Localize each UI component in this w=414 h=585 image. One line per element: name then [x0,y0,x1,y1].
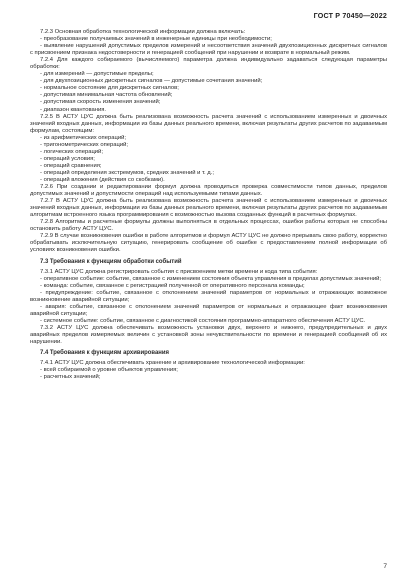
paragraph: - системное событие: событие, связанное с диагностикой состояния программно-аппаратного обеспечения АСТУ ЦУС. [40,317,366,324]
paragraph: - оперативное событие: событие, связанное с изменением состояния объекта управления в пределах допустимых значений; [40,275,382,282]
paragraph: 7.2.3 Основная обработка технологической информации должна включать: [40,29,246,35]
paragraph: - операций условия; [40,155,95,162]
paragraph: - всей собираемой о уровне объектов управления; [40,367,178,374]
section-heading: 7.3 Требования к функциям обработки событий [40,258,182,265]
paragraph: - операций сравнения; [40,162,102,169]
paragraph: 7.2.9 В случае возникновения ошибки в работе алгоритмов и формул АСТУ ЦУС не должно прерывать свою работу, корректно обрабатывать исключительную ситуацию, генерировать сообщение об ошибке с предоставлением полной информации об условиях возникновения ошибки. [30,233,387,254]
paragraph: - допустимая минимальная частота обновлений; [40,92,173,99]
paragraph: 7.2.5 В АСТУ ЦУС должна быть реализована возможность расчета значений с использованием измеренных и двоичных значений входных данных, информации из базы данных реального времени, включая результаты других расчетов по задаваемым формулам, состоящим: [30,113,387,134]
section-heading: 7.4 Требования к функциям архивирования [40,350,170,357]
document-body [30,29,387,381]
paragraph: - допустимая скорость изменения значений; [40,99,161,106]
paragraph: 7.2.4 Для каждого собираемого (вычисляемого) параметра должна индивидуально задаваться следующая параметры обработки: [30,57,387,71]
paragraph: 7.3.1 АСТУ ЦУС должна регистрировать события с присвоением метки времени и кода типа события: [40,268,318,275]
paragraph: 7.2.6 При создании и редактировании формул должна проводиться проверка совместимости типов данных, пределов допустимых значений и допустимости операций над используемыми типами данных. [30,184,387,198]
paragraph: - команда: событие, связанное с регистрацией полученной от оперативного персонала команды; [40,282,305,289]
paragraph: 7.3.2 АСТУ ЦУС должна обеспечивать возможность установки двух, верхнего и нижнего, предупредительных и двух аварийных пределов измеряемых величин с установкой зоны нечувствительности по времени и генерацией сообщений об их нарушении. [30,324,387,346]
paragraph: - для измерений — допустимые пределы; [40,71,154,78]
paragraph: - авария: событие, связанное с отклонением значений параметров от нормальных и отражающее факт возникновения аварийной ситуации; [30,303,387,317]
paragraph: - расчетных значений; [40,374,101,381]
paragraph: - преобразование получаемых значений в инженерные единицы при необходимости; [40,36,272,43]
paragraph: 7.2.7 В АСТУ ЦУС должна быть реализована возможность расчета значений с использованием измеренных и двоичных значений входных данных, информации из базы данных реального времени, включая результаты других расчетов по задаваемым алгоритмам встроенного языка программирования с возможностью вызова созданных функций в расчетных формулах. [30,198,387,219]
paragraph: - операций вложения (действия со скобками). [40,176,165,183]
paragraph: - операций определения экстремумов, средних значений и т. д.; [40,169,214,176]
paragraph: - нормальное состояние для дискретных сигналов; [40,85,179,92]
paragraph: - из арифметических операций; [40,134,126,141]
paragraph: - логических операций; [40,148,103,155]
paragraph: - выявление нарушений допустимых пределов измерений и несоответствия значений двухпозиционных дискретных сигналов с присвоением признака недостоверности и генерацией сообщений при нарушении и возврате в нормальный режим. [30,43,387,57]
page-number: 7 [383,563,387,570]
standard-designation: ГОСТ Р 70450—2022 [313,12,387,20]
paragraph: 7.4.1 АСТУ ЦУС должна обеспечивать хранение и архивирование технологической информации: [40,360,305,367]
paragraph: - тригонометрических операций; [40,141,129,148]
paragraph: 7.2.8 Алгоритмы и расчетные формулы должны выполняться в отдельных процессах, ошибки работы которых не способны остановить работу АСТУ ЦУС. [30,219,387,233]
paragraph: - диапазон квантования. [40,106,107,113]
paragraph: - предупреждение: событие, связанное с отклонением значений параметров от нормальных и отражающих возможное возникновение аварийной ситуации; [30,289,387,303]
paragraph: - для двухпозиционных дискретных сигналов — допустимые сочетания значений; [40,78,263,85]
